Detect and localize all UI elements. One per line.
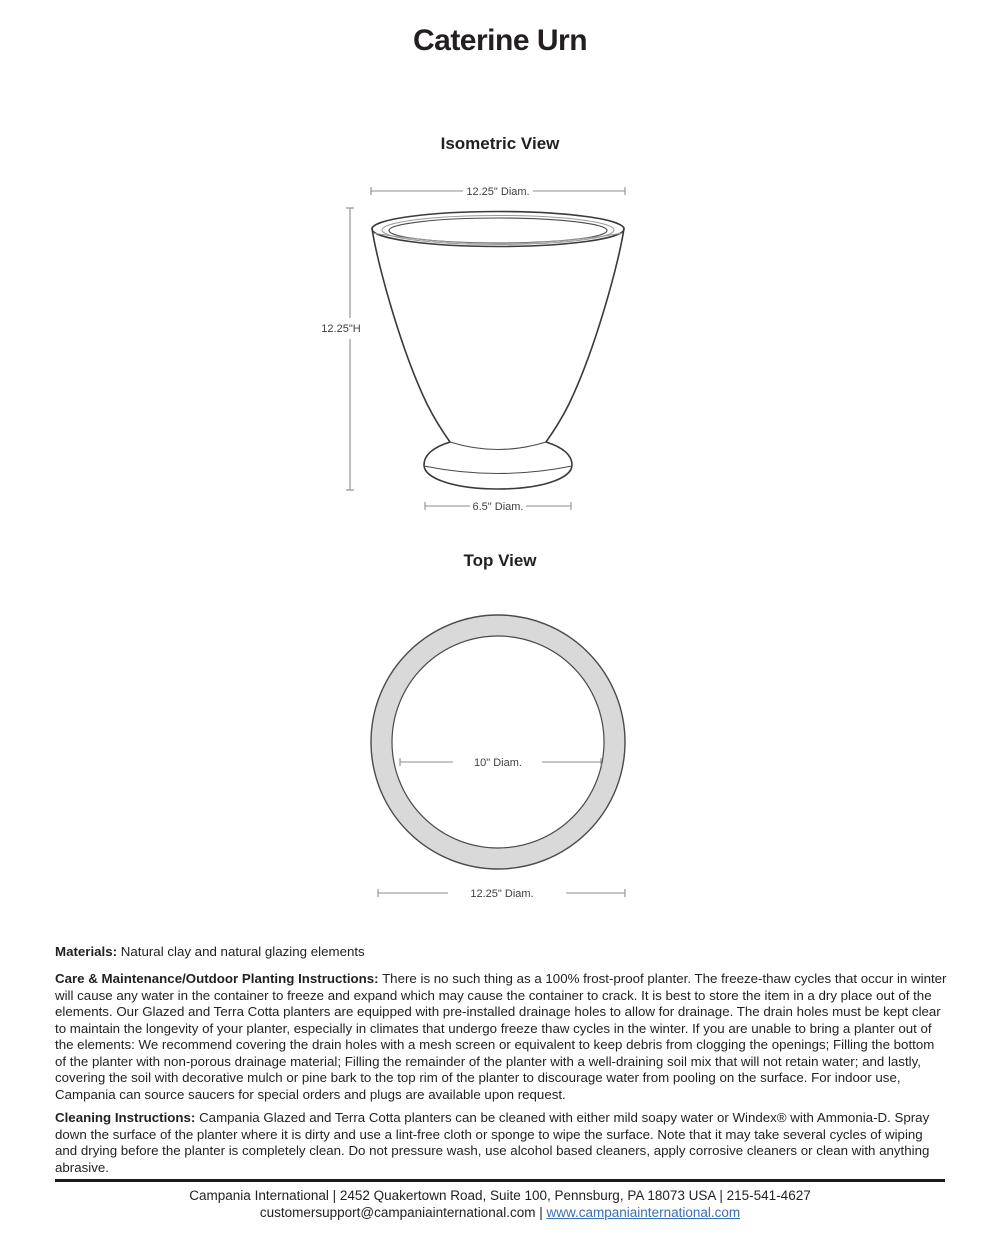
urn-outline (372, 212, 624, 490)
top-view-drawing (340, 600, 670, 910)
top-diameter-label: 12.25" Diam. (466, 186, 530, 198)
dimension-line-base-diameter (425, 501, 571, 513)
materials-text: Natural clay and natural glazing elements (120, 944, 365, 959)
materials-label: Materials: (55, 944, 118, 959)
planter-rim-ring (371, 615, 625, 869)
outer-diameter-label: 12.25" Diam. (470, 888, 534, 900)
dimension-line-outer-diameter (378, 888, 625, 900)
isometric-view-heading: Isometric View (440, 134, 560, 153)
footer-company-address: Campania International | 2452 Quakertown Road, Suite 100, Pennsburg, PA 18073 USA | 215-541-4627 (189, 1188, 811, 1203)
dimension-line-height (321, 208, 360, 490)
footer-contact-line (0, 1204, 1000, 1221)
top-view-heading: Top View (463, 551, 537, 570)
dimension-line-top-diameter (371, 186, 625, 198)
footer-divider (55, 1179, 945, 1182)
materials-line (55, 944, 948, 961)
care-instructions-text: There is no such thing as a 100% frost-proof planter. The freeze-thaw cycles that occur in winter will cause any water in the container to freeze and expand which may cause the container to crack. It is best to store the item in a dry place out of the elements. Our Glazed and Terra Cotta planters are equipped with pre-installed drainage holes to allow for drainage. The drain holes must be kept clear to maintain the longevity of your planter, especially in climates that undergo freeze thaw cycles in the winter. If you are unable to bring a planter out of the elements: We recommend covering the drain holes with a mesh screen or equivalent to keep debris from clogging the openings; Filling the bottom of the planter with non-porous drainage material; Filling the remainder of the planter with a well-draining soil mix that will not retain water; and lastly, covering the soil with decorative mulch or pine bark to the top rim of the planter to discourage water from pooling on the surface. For indoor use, Campania can source saucers for special orders and plugs are available upon request. (55, 971, 947, 1102)
footer-email: customersupport@campaniainternational.com (259, 1205, 536, 1220)
footer-separator: | (539, 1205, 543, 1220)
care-instructions-paragraph (55, 971, 948, 1103)
cleaning-instructions-label: Cleaning Instructions: (55, 1110, 196, 1125)
base-diameter-label: 6.5" Diam. (472, 501, 524, 513)
cleaning-instructions-paragraph (55, 1110, 948, 1176)
isometric-drawing (300, 178, 670, 523)
inner-diameter-label: 10" Diam. (474, 757, 522, 769)
page-title: Caterine Urn (412, 24, 588, 57)
cleaning-instructions-text: Campania Glazed and Terra Cotta planters can be cleaned with either mild soapy water or Windex® with Ammonia-D. Spray down the surface of the planter where it is dirty and use a lint-free cloth or sponge to wipe the surface. Note that it may take several cycles of wiping and drying before the planter is completely clean. Do not pressure wash, use alcohol based cleaners, apply corrosive cleaners or clean with anything abrasive. (55, 1110, 930, 1175)
footer-website-link[interactable]: www.campaniainternational.com (546, 1205, 741, 1220)
care-instructions-label: Care & Maintenance/Outdoor Planting Instructions: (55, 971, 379, 986)
height-label: 12.25"H (321, 323, 361, 335)
